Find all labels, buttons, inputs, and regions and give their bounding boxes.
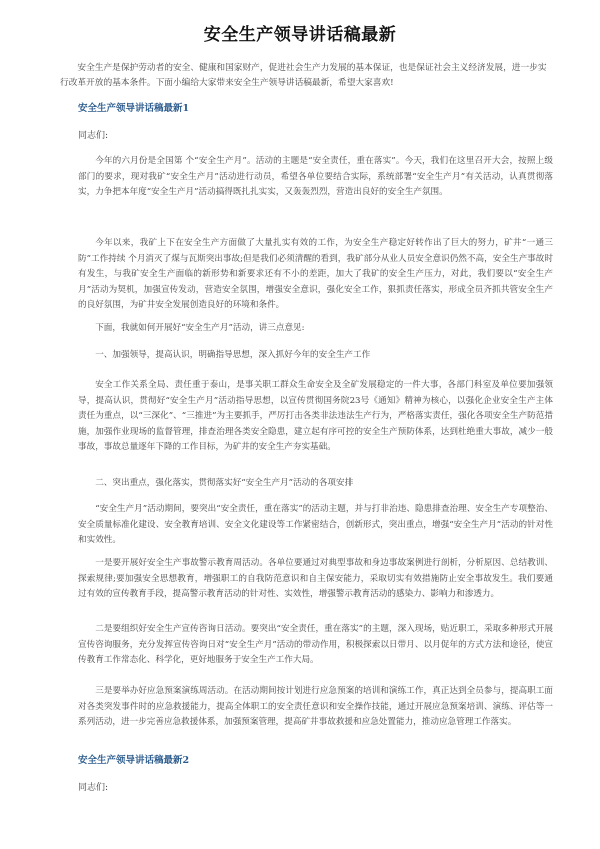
section-heading-1: 安全生产领导讲话稿最新1	[78, 103, 190, 114]
body-paragraph: 二是要组织好安全生产宣传咨询日活动。要突出“安全责任，重在落实”的主题，深入现场，贴近职工，采取多种形式开展宣传咨询服务，充分发挥宣传咨询日对“安全生产月”活动的带动作用，积极探索以日带月、以月促年的方式方法和途径，使宣传教育工作常态化、科学化，更好地服务于安全生产工作大局。	[78, 624, 553, 666]
salutation-1: 同志们:	[78, 131, 109, 141]
salutation-2: 同志们:	[78, 783, 109, 793]
body-paragraph: 三是要举办好应急预案演练周活动。在活动期间按计划进行应急预案的培训和演练工作，真正达到全员参与，提高职工面对各类突发事件时的应急救援能力，提高全体职工的安全责任意识和安全操作技能，通过开展应急预案培训、演练、评估等一系列活动，进一步完善应急救援体系，加强预案管理，提高矿井事故救援和应急处置能力，推动应急管理工作落实。	[78, 686, 553, 728]
body-paragraph: 安全工作关系全局、责任重于泰山，是事关职工群众生命安全及全矿发展稳定的一件大事，各部门科室及单位要加强领导，提高认识，贯彻好“安全生产月”活动指导思想，以宣传贯彻国务院23号《通知》精神为核心，以强化企业安全生产主体责任为重点，以“三深化”、“三推进”为主要抓手，严厉打击各类非法违法生产行为，严格落实责任，强化各项安全生产防范措施，加强作业现场的监督管理，排查治理各类安全隐患，建立起有序可控的安全生产预防体系，达到杜绝重大事故，减少一般事故，事故总量逐年下降的工作目标，为矿井的安全生产夯实基础。	[78, 380, 553, 453]
body-paragraph: 下面，我就如何开展好“安全生产月”活动，讲三点意见:	[95, 323, 305, 333]
section-heading-2: 安全生产领导讲话稿最新2	[78, 755, 190, 766]
section-subheading: 一、加强领导，提高认识，明确指导思想，深入抓好今年的安全生产工作	[95, 350, 371, 360]
body-paragraph: “安全生产月”活动期间，要突出“安全责任，重在落实”的活动主题，并与打非治违、隐患排查治理、安全生产专项整治、安全质量标准化建设、安全教育培训、安全文化建设等工作紧密结合，创新形式，突出重点，增强“安全生产月”活动的针对性和实效性。	[78, 504, 553, 546]
body-paragraph: 今年以来，我矿上下在安全生产方面做了大量扎实有效的工作，为安全生产稳定好转作出了巨大的努力，矿井“一通三防”工作持续 个月消灭了煤与瓦斯突出事故;但是我们必须清醒的看到，我矿部分从业人员安全意识仍然不高，安全生产事故时有发生，与我矿安全生产面临的新形势和新要求还有不小的差距，加大了我矿的安全生产压力，对此，我们要以“安全生产月”活动为契机，加强宣传发动，营造安全氛围，增强安全意识，强化安全工作，狠抓责任落实，形成全员齐抓共管安全生产的良好氛围，为矿井安全发展创造良好的环境和条件。	[78, 238, 553, 311]
body-paragraph: 一是要开展好安全生产事故警示教育周活动。各单位要通过对典型事故和身边事故案例进行剖析，分析原因、总结教训、探索规律;要加强安全思想教育，增强职工的自我防范意识和自主保安能力，采取切实有效措施防止安全事故发生。我们要通过有效的宣传教育手段，提高警示教育活动的针对性、实效性，增强警示教育活动的感染力、影响力和渗透力。	[78, 558, 553, 600]
body-paragraph: 今年的六月份是全国第 个“安全生产月”。活动的主题是“安全责任，重在落实”。今天，我们在这里召开大会，按照上级部门的要求，现对我矿“安全生产月”活动进行动员，希望各单位要结合实际，系统部署“安全生产月”有关活动，认真贯彻落实，力争把本年度“安全生产月”活动搞得既扎扎实实，又轰轰烈烈，营造出良好的安全生产氛围。	[78, 156, 553, 198]
section-subheading: 二、突出重点，强化落实，贯彻落实好“安全生产月”活动的各项安排	[95, 478, 354, 488]
page-title: 安全生产领导讲话稿最新	[203, 25, 397, 45]
intro-paragraph: 安全生产是保护劳动者的安全、健康和国家财产，促进社会生产力发展的基本保证，也是保证社会主义经济发展，进一步实行改革开放的基本条件。下面小编给大家带来安全生产领导讲话稿最新，希望大家喜欢!	[60, 63, 547, 88]
